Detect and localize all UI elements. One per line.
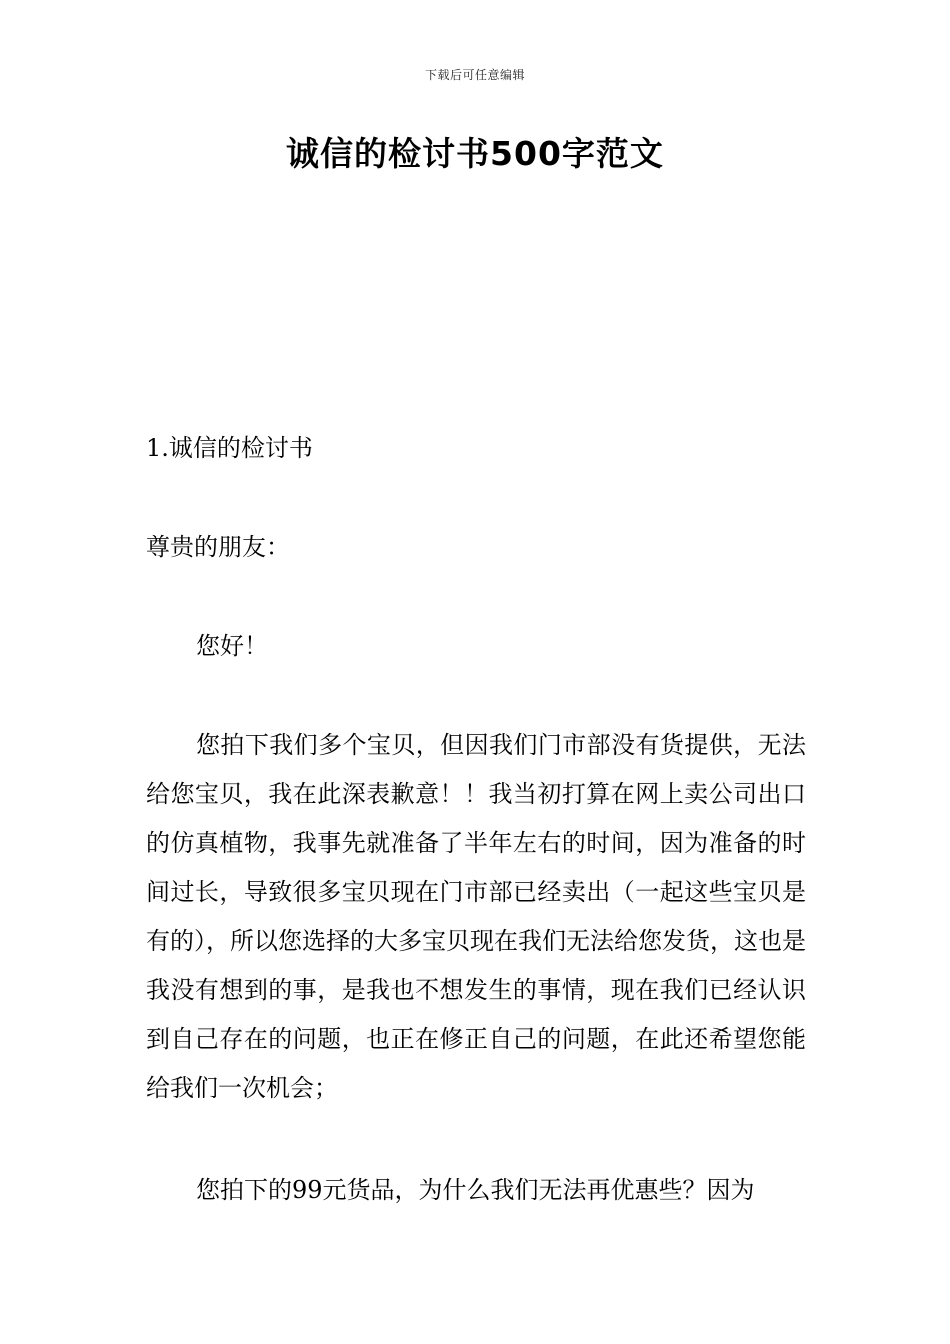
section-heading: 1.诚信的检讨书: [146, 434, 313, 462]
header-note: 下载后可任意编辑: [424, 68, 525, 82]
body-paragraph: 您拍下我们多个宝贝，但因我们门市部没有货提供，无法给您宝贝，我在此深表歉意！！我当初打算在网上卖公司出口的仿真植物，我事先就准备了半年左右的时间，因为准备的时间过长，导致很多宝贝现在门市部已经卖出（一起这些宝贝是有的），所以您选择的大多宝贝现在我们无法给您发货，这也是我没有想到的事，是我也不想发生的事情，现在我们已经认识到自己存在的问题，也正在修正自己的问题，在此还希望您能给我们一次机会；: [146, 731, 806, 1102]
greeting-line: 尊贵的朋友：: [146, 533, 290, 561]
document-title: 诚信的检讨书500字范文: [286, 134, 664, 173]
body-paragraph: 您拍下的99元货品，为什么我们无法再优惠些？因为: [196, 1176, 755, 1204]
salutation-line: 您好！: [196, 632, 268, 660]
